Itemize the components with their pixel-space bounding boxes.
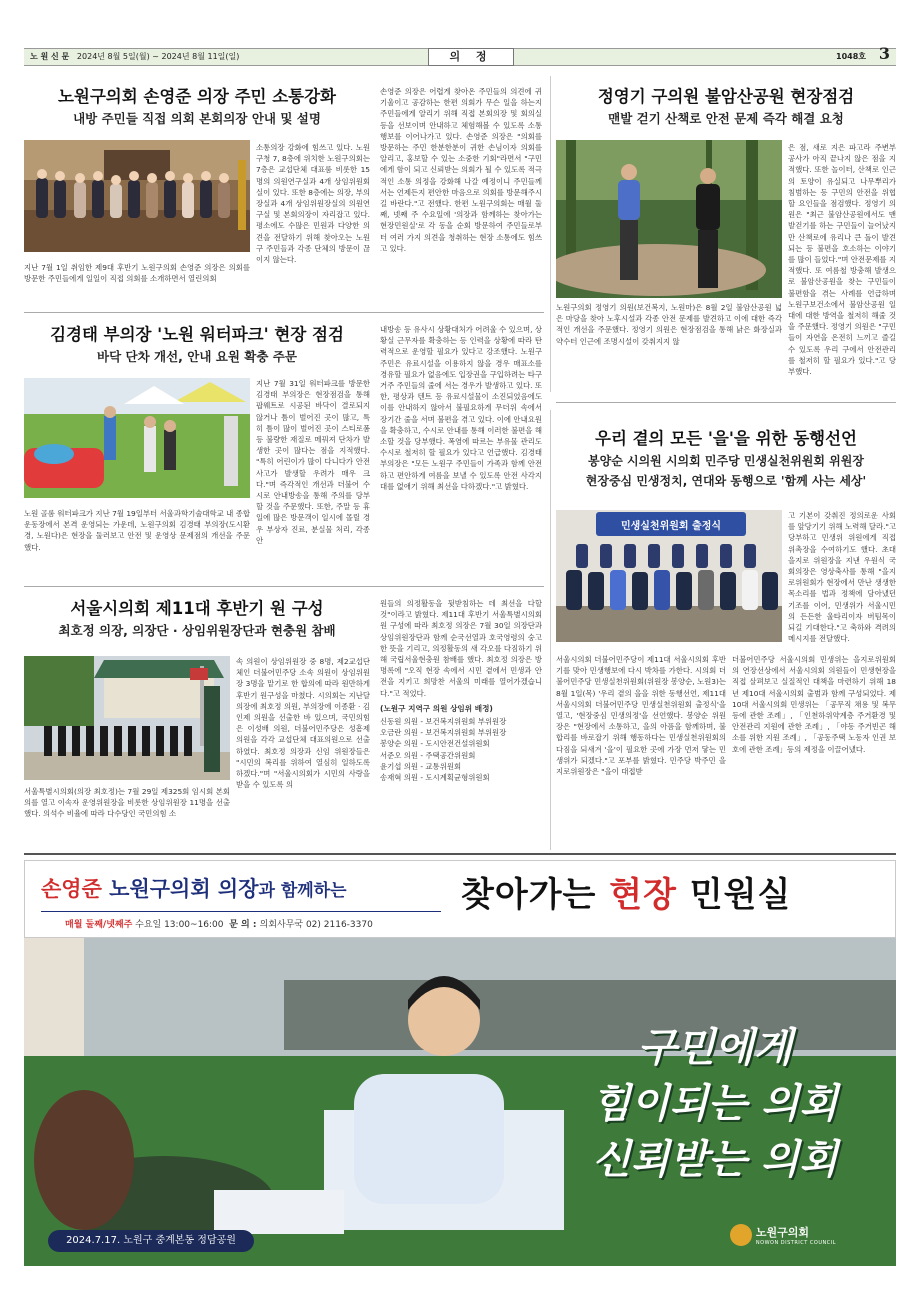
article-choi-col2 [380, 598, 542, 848]
page-number: 3 [878, 44, 890, 63]
article-bong [556, 428, 896, 490]
article-subtitle: 맨발 걷기 산책로 안전 문제 즉각 해결 요청 [608, 111, 844, 126]
committee-list-item: 신동원 의원 - 보건복지위원회 부위원장 [380, 717, 507, 727]
article-title: 김경태 부의장 '노원 워터파크' 현장 점검 [50, 325, 344, 344]
article-subtitle-2: 현장중심 민생정치, 연대와 동행으로 '함께 사는 세상' [585, 474, 867, 488]
article-sohn-col1b: 지난 7월 1일 취임한 제9대 후반기 노원구의회 손영준 의장은 의회를 방문한 주민들에게 일일이 직접 의회를 소개하면서 열린의회 [24, 263, 250, 284]
committee-list-item: 송재혁 의원 - 도시계획균형위원회 [380, 773, 490, 783]
article-jung [556, 86, 896, 128]
committee-list-item: 오금란 의원 - 보건복지위원회 부위원장 [380, 728, 507, 738]
photo-jung-park [556, 140, 782, 298]
ad-rule [41, 911, 441, 912]
committee-list-item: 윤기섭 의원 - 교통위원회 [380, 761, 462, 771]
council-seal-icon [730, 1224, 752, 1246]
issue-number: 1048호 [836, 52, 866, 61]
article-subtitle: 봉양순 시의원 시의회 민주당 민생실천위원회 위원장 [588, 454, 864, 468]
photo-committee [556, 510, 782, 642]
page-header [24, 44, 896, 66]
photo-caption: 2024.7.17. 노원구 중계본동 정담공원 [48, 1230, 254, 1252]
banner-text: 민생실천위원회 출정식 [620, 521, 722, 532]
article-bong-col2: 더불어민주당 서울시의회 민생위는 을지로위원회의 연장선상에서 서울시의회 의원들이 민생현장을 직접 살펴보고 실질적인 대책을 마련하기 위해 18년 제10대 서울시의회 출범과 함께 구성되었다. 제10대 서울시의회 민생위는 「공무직 채용 및 복무 등에 관한 조례」, 「인천하위약계층 주거환경 및 안전관리 지원에 관한 조례」, 「야동 주거빈곤 해소를 위한 지원 조례」, 「공동주택 노동자 인권 보호에 관한 조례」등의 제정을 이끌어냈다. [732, 655, 896, 754]
article-subtitle: 최호정 의장, 의장단 · 상임위원장단과 현충원 참배 [58, 623, 336, 638]
header-dateline: 노 원 신 문 2024년 8월 5일(월) ~ 2024년 8월 11일(일) [30, 52, 240, 61]
article-sohn [24, 86, 370, 128]
article-jung-body: 노원구의회 정영기 의원(보건복지, 노원마)은 8월 2일 불암산공원 넓은 마당을 찾아 노후시설과 각종 안전 문제를 발견하고 이에 대한 즉각적인 개선을 주문했다. 정영기 의원은 현장점검을 통해 낡은 화장실과 약수터 인근에 조명시설이 갖춰지지 않 [556, 303, 782, 346]
council-logo: 노원구의회 NOWON DISTRICT COUNCIL [756, 1224, 836, 1246]
article-jung-side: 은 점, 새로 지은 파고라 주변부 공사가 아직 끝나지 않은 점을 지적했다. 또한 놀이터, 산책로 인근의 토양이 유실되고 나무뿌리가 침범하는 등 구민의 안전을 위협할 요인들을 점검했다. 정영기 의원은 "최근 불암산공원에서도 맨발걷기를 하는 구민들이 늘어났지만 산책로에 유리나 큰 돌이 발견되는 등 불편을 호소하는 이야기를 많이 들었다."며 안전문제를 지적했다. 또 여름철 방충해 발생으로 불암산공원을 찾는 구민들이 불편함을 겪는 사례를 언급하며 노원구보건소에서 불암산공원 일대에 대한 방역을 철저히 해줄 것을 주문했다. 정영기 의원은 "구민들이 자연을 온전히 느끼고 즐길 수 있도록 우리 구에서 안전관리를 철저히 할 필요가 있다."고 당부했다. [788, 143, 896, 377]
article-title: 노원구의회 손영준 의장 주민 소통강화 [57, 87, 336, 106]
article-kim-col1b: 노원 골롬 워터파크가 지난 7월 19일부터 서울과학기술대학교 내 종합운동장에서 본격 운영되는 가운데, 노원구의회 김경태 부의장(도시환경, 노원다)은 현장을 둘러보고 안전 및 운영상 문제점의 개선을 주문했다. [24, 509, 250, 552]
article-kim-col1: 지난 7월 31일 워터파크를 방문한 김경태 부의장은 현장점검을 통해 팝웨트로 시공된 바닥이 결로되지 않거나 틈이 벌어진 곳이 많고, 특히 틈이 많이 벌어진 곳이 스티로폼 등 불량한 재질로 메꿔져 단차가 발생한 곳이 많다는 점을 지적했다. "특히 어린이가 많이 다니다가 안전사고가 발생할 우려가 매우 크다."며 즉각적인 개선과 더불어 수시로 안내방송을 통해 주의를 당부할 것을 주문했다. 또한, 주말 등 휴일에 많은 방문객이 일시에 몰릴 경우 부상자 진료, 분실물 처리, 각종 안 [256, 379, 370, 545]
article-choi-col1: 속 의원이 상임위원장 중 8명, 제2교섭단체인 더불어민주당 소속 의원이 상임위원장 3명을 맡기로 한 합의에 따라 원만하게 후반기 원구성을 마쳤다. 시의회는 지난달 의장에 최호정 의원, 부의장에 이종환 · 김인제 의원을 선출한 바 있으며, 국민의힘은 이성배 의원, 더불어민주당은 성흠제 의원을 각각 교섭단체 대표의원으로 선출하였다. 최호정 의장과 신임 위원장들은 "시민의 복리를 위하여 열심히 일하도록 하겠다."며 "서울시의회가 시민의 사랑을 받을 수 있도록 의 [236, 657, 370, 790]
article-title: 정영기 구의원 불암산공원 현장점검 [597, 87, 855, 106]
photo-waterpark [24, 378, 250, 498]
article-choi-text: 원들의 의정활동을 뒷받침하는 데 최선을 다할 것"이라고 밝혔다. 제11대 후반기 서울특별시의회 원 구성에 따라 최호정 의장은 7월 30일 의장단과 상임위원장단과 함께 순국선열과 호국영령의 숭고한 뜻을 기리고, 의정활동의 새 각오를 다짐하기 위해 국립서울현충원 참배를 했다. 최호정 의장은 방명록에 "오직 현장 속에서 시민 곁에서 민생과 안전을 지키고 희망찬 서울의 미래를 열어가겠습니다."고 적었다. [380, 599, 542, 698]
article-subtitle: 바닥 단차 개선, 안내 요원 확충 주문 [97, 349, 297, 364]
column-divider [550, 410, 551, 850]
ad-divider [24, 853, 896, 855]
section-title: 의 정 [428, 48, 514, 66]
article-choi-col1b: 서울특별시의회(의장 최호정)는 7월 29일 제325회 임시회 본회의를 열고 이속자 운영위원장을 비롯한 상임위원장 11명을 선출했다. 의석수 비율에 따라 다수당인 국민의힘 소 [24, 787, 230, 819]
advertisement-civil-office [24, 860, 896, 1266]
article-bong-col1: 서울시의회 더불어민주당이 제11대 서울시의회 후반기를 맞아 민생행보에 다시 박차를 가한다. 시의회 더불어민주당 민생실천위원회(위원장 봉양순, 노원3)는 8월 1일(목) '우리 곁의 을을 위한 동행선언, 제11대 서울시의회 더불어민주당 민생실천위원회 출정식'을 열고, '현장중심 민생의정'을 선언했다. 봉양순 위원장은 "현장에서 소통하고, 을의 아픔을 함께하며, 불합리를 바로잡기 위해 행동하다는 민생실천위원회의 다짐을 되새겨 '을'이 필요한 곳에 가장 먼저 닿는 민생위가 되겠다."고 포부를 밝혔다. 민주당 박주민 을지로위원장은 "을이 대접받 [556, 655, 726, 777]
committee-list-item: 봉양순 의원 - 도시안전건설위원회 [380, 739, 490, 749]
ad-title: 손영준 노원구의회 의장과 함께하는 [41, 877, 347, 901]
photo-sohn-visitors [24, 140, 250, 252]
committee-list-item: 서준오 의원 - 주택공간위원회 [380, 750, 476, 760]
column-divider [550, 76, 551, 392]
ad-schedule: 매월 둘째/넷째주 수요일 13:00~16:00 문 의 : 의회사무국 02) 2116-3370 [65, 920, 373, 930]
article-subtitle: 내방 주민들 직접 의회 본회의장 안내 및 설명 [73, 111, 321, 126]
article-sohn-col2: 손영준 의장은 어렵게 찾아온 주민들의 의견에 귀 기울이고 공감하는 한편 의회가 무슨 일을 하는지 주민들에게 알리기 위해 직접 본회의장 및 회의실 등을 선보이며 안내하고 체험해볼 수 있도록 소통행보를 이어나가고 있다. 손영준 의장은 "의회를 방문하는 주민 한분한분이 귀한 손님이자 의회를 알리고, 홍보할 수 있는 소중한 기회"라면서 "구민에게 함이 되고 신뢰받는 의회가 될 수 있도록 적극적인 소통 의정을 강화해 나갈 예정이니 주민들께서는 언제든지 편안한 마음으로 의회를 방문해주시길 바란다."고 전했다. 한편 노원구의회는 매월 둘째, 넷째 주 수요일에 '의장과 함께하는 찾아가는 현장민원실'로 각 동을 순회 방문하여 주민들로부터 여러 가지 의견을 청취하는 현장 소통에도 힘쓰고 있다. [380, 87, 542, 253]
article-kim-col2: 내방송 등 유사시 상황대처가 어려울 수 있으며, 상황실 근무자를 확충하는 등 인력을 상황에 따라 탄력적으로 운영할 필요가 있다고 강조했다. 노원구 주민은 유료시설을 이용하지 않을 경우 매표소를 경유할 필요가 없음에도 입장권을 구입하려는 타구 거주 주민들의 줄에 서는 경우가 발생하고 있다. 또한, 평상과 텐트 등 유료시설물이 소진되었음에도 이를 안내하지 않아서 불필요하게 무더위 속에서 장기간 줄을 서며 불편을 겪고 있다. 이에 안내요원을 확충하고, 수시로 안내를 통해 이러한 불편을 해소할 것을 당부했다. 폭염에 따르는 부유물 관리도 수시로 철저히 할 필요가 있다고 언급했다. 김경태 부의장은 "모든 노원구 주민들이 가족과 함께 안전하고 편안하게 여름을 보낼 수 있도록 안전 사각지대를 없애기 위해 최선을 다하겠다."고 밝혔다. [380, 325, 542, 491]
ad-header [24, 860, 896, 938]
ad-headline: 찾아가는 현장 민원실 [461, 875, 792, 915]
article-title: 우리 곁의 모든 '을'을 위한 동행선언 [595, 429, 857, 448]
article-choi [24, 598, 370, 640]
article-title: 서울시의회 제11대 후반기 원 구성 [70, 599, 324, 618]
section-divider [24, 586, 544, 587]
section-divider [24, 312, 544, 313]
ad-slogan: 구민에게 힘이되는 의회 신뢰받는 의회 [592, 1024, 838, 1183]
article-bong-side: 고 기본이 갖춰진 정의로운 사회를 앞당기기 위해 노력해 달라."고 당부하고 민생위 위원에게 직접 위촉장을 수여하기도 했다. 초대 을지로 위원장을 지낸 우원식 국회의장은 영상축사를 통해 "을지로위원회가 현장에서 만난 생생한 목소리를 법과 정책에 담아냈던 기조를 이어, 민생위가 서울시민의 든든한 울타리이자 버팀목이 되길 기대한다."고 축하와 격려의 메시지를 전달했다. [788, 511, 896, 644]
section-divider [556, 402, 896, 403]
article-sohn-col1: 소통의장 강화에 힘쓰고 있다. 노원구청 7, 8층에 위치한 노원구의회는 7층은 교섭단체 대표룸 비롯한 15명의 의원연구실과 4개 상임위원회실이 있다. 또한 8층에는 의장, 부의장실과 4개 상임위원장실의 의원연구실 및 본회의장이 자리잡고 있다. 평소에도 수많은 민원과 다양한 의견을 전달하기 위해 찾아오는 노원구 주민들과 각종 단체의 방문이 끊이지 않는다. [256, 143, 370, 265]
photo-cemetery [24, 656, 230, 780]
committee-list-title: (노원구 지역구 의원 상임위 배정) [380, 703, 493, 713]
